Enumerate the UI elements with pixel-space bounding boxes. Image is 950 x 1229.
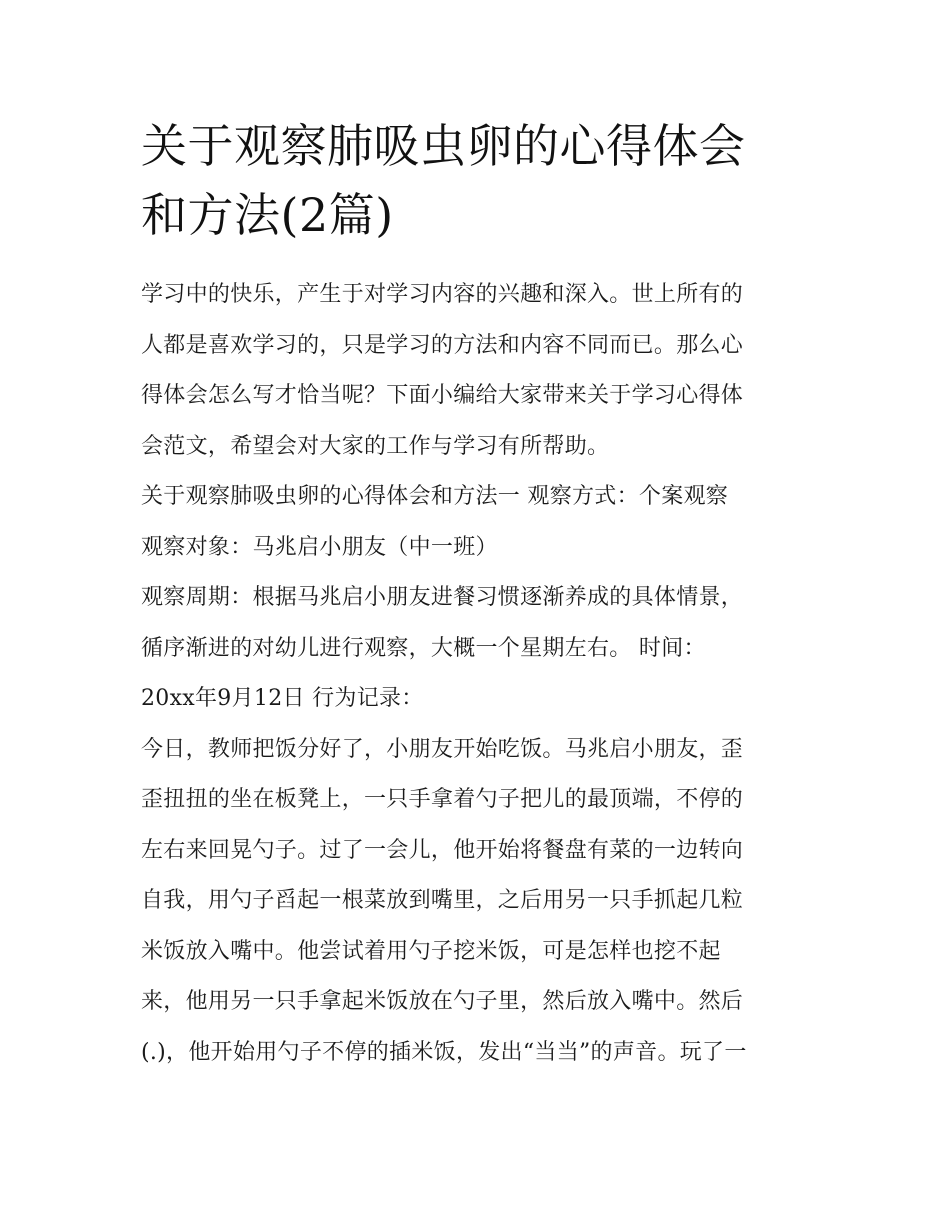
text-line: 自我，用勺子舀起一根菜放到嘴里，之后用另一只手抓起几粒	[141, 888, 744, 913]
text-line: 来，他用另一只手拿起米饭放在勺子里，然后放入嘴中。然后	[141, 989, 744, 1014]
text-line: 得体会怎么写才恰当呢？下面小编给大家带来关于学习心得体	[141, 383, 744, 408]
title-line: 关于观察肺吸虫卵的心得体会	[141, 119, 746, 173]
observation-period-paragraph	[141, 573, 813, 725]
text-line: 20xx年9月12日 行为记录：	[141, 686, 424, 711]
text-line: 歪扭扭的坐在板凳上，一只手拿着勺子把儿的最顶端，不停的	[141, 787, 744, 812]
intro-paragraph	[141, 270, 813, 472]
behavior-record-paragraph	[141, 725, 813, 1079]
text-line: 观察周期：根据马兆启小朋友进餐习惯逐渐养成的具体情景，	[141, 585, 744, 610]
text-line: 会范文，希望会对大家的工作与学习有所帮助。	[141, 433, 610, 459]
text-line: 学习中的快乐，产生于对学习内容的兴趣和深入。世上所有的	[141, 282, 744, 307]
text-line: 米饭放入嘴中。他尝试着用勺子挖米饭，可是怎样也挖不起	[141, 938, 721, 964]
title-line: 和方法(2篇)	[141, 188, 394, 242]
document-title	[141, 112, 813, 250]
observation-subject-paragraph	[141, 523, 813, 574]
text-line: (.)，他开始用勺子不停的插米饭，发出“当当”的声音。玩了一	[141, 1039, 747, 1065]
text-line: 关于观察肺吸虫卵的心得体会和方法一 观察方式：个案观察	[141, 484, 729, 509]
document-body	[141, 112, 813, 1078]
text-line: 左右来回晃勺子。过了一会儿，他开始将餐盘有菜的一边转向	[141, 837, 744, 863]
text-line: 今日，教师把饭分好了，小朋友开始吃饭。马兆启小朋友，歪	[141, 736, 744, 762]
section-heading-paragraph	[141, 472, 813, 523]
text-line: 观察对象：马兆启小朋友（中一班）	[141, 534, 498, 560]
text-line: 循序渐进的对幼儿进行观察，大概一个星期左右。 时间：	[141, 635, 706, 661]
text-line: 人都是喜欢学习的，只是学习的方法和内容不同而已。那么心	[141, 332, 744, 358]
